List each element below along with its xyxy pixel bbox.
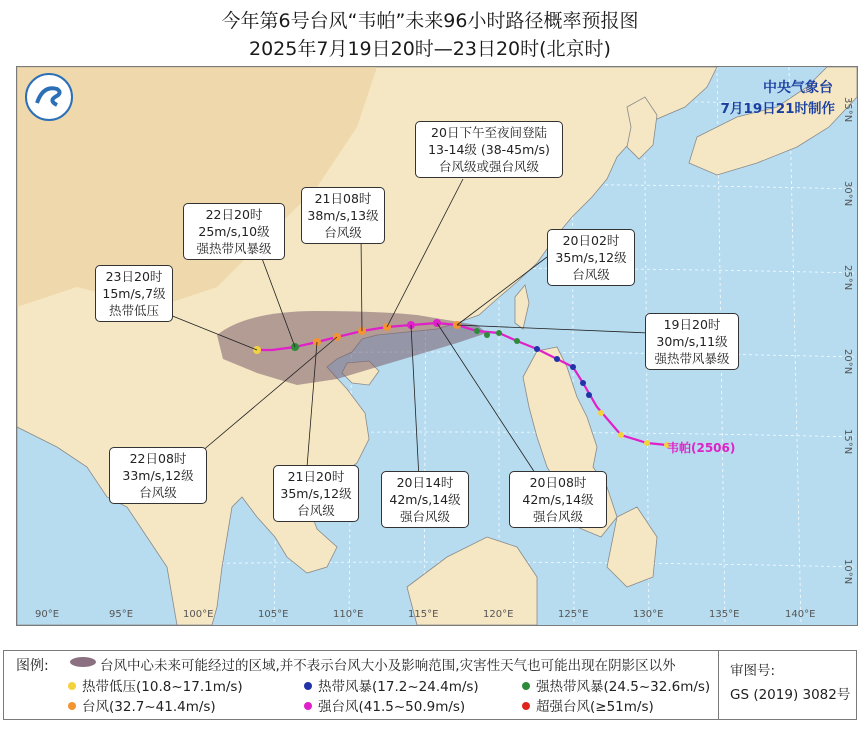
legend-dot-icon [68, 702, 76, 710]
forecast-map [16, 66, 858, 626]
callout-line: 25m/s,10级 [198, 224, 270, 239]
callout-line: 20日02时 [562, 233, 620, 248]
legend-swath-text: 台风中心未来可能经过的区域,并不表示台风大小及影响范围,灾害性天气也可能出现在阴影区以外 [100, 658, 676, 674]
forecast-callout [301, 187, 385, 244]
callout-line: 台风级 [297, 503, 335, 518]
forecast-callout [415, 121, 563, 178]
legend-item [522, 675, 710, 695]
callout-line: 热带低压 [108, 303, 159, 318]
approval-number: GS (2019) 3082号 [730, 687, 851, 703]
lon-label: 110°E [333, 609, 364, 620]
lon-label: 140°E [785, 609, 816, 620]
legend-dot-icon [304, 682, 312, 690]
approval-label: 审图号: [730, 663, 776, 679]
legend-dot-icon [522, 702, 530, 710]
forecast-callout [183, 203, 285, 260]
callout-line: 台风级 [324, 225, 362, 240]
lon-label: 95°E [109, 609, 134, 620]
lat-label: 10°N [842, 559, 853, 585]
callout-line: 23日20时 [105, 269, 163, 284]
forecast-callout [273, 465, 359, 522]
lon-label: 90°E [35, 609, 60, 620]
callout-line: 强热带风暴级 [196, 241, 272, 256]
forecast-callout [547, 229, 635, 286]
storm-label: 韦帕(2506) [667, 441, 736, 455]
lon-label: 100°E [183, 609, 214, 620]
callout-line: 20日14时 [396, 475, 454, 490]
forecast-callout [109, 447, 207, 504]
lon-label: 135°E [709, 609, 740, 620]
callout-line: 19日20时 [663, 317, 721, 332]
swath-icon [68, 655, 98, 669]
callout-line: 15m/s,7级 [102, 286, 166, 301]
legend-item [68, 675, 243, 695]
callout-line: 33m/s,12级 [122, 468, 194, 483]
legend-item-label: 台风(32.7~41.4m/s) [82, 699, 216, 715]
legend-dot-icon [522, 682, 530, 690]
forecast-callout [95, 265, 173, 322]
callout-line: 30m/s,11级 [656, 334, 728, 349]
legend-title: 图例: [16, 658, 49, 674]
map-subtitle: 2025年7月19日20时—23日20时(北京时) [249, 38, 611, 60]
lon-label: 120°E [483, 609, 514, 620]
forecast-callout [509, 471, 607, 528]
cma-logo [25, 73, 73, 121]
callout-line: 22日20时 [205, 207, 263, 222]
callout-line: 42m/s,14级 [522, 492, 594, 507]
callout-line: 20日08时 [529, 475, 587, 490]
legend-item [522, 695, 654, 715]
callout-line: 21日20时 [287, 469, 345, 484]
callout-line: 35m/s,12级 [555, 250, 627, 265]
lon-label: 115°E [408, 609, 439, 620]
callout-line: 强热带风暴级 [654, 351, 730, 366]
callout-line: 13-14级 (38-45m/s) [428, 142, 550, 157]
callout-line: 38m/s,13级 [307, 208, 379, 223]
lat-label: 15°N [842, 429, 853, 455]
callout-line: 强台风级 [399, 509, 450, 524]
callout-line: 21日08时 [314, 191, 372, 206]
callout-line: 42m/s,14级 [389, 492, 461, 507]
callout-line: 20日下午至夜间登陆 [431, 125, 547, 140]
legend-dot-icon [68, 682, 76, 690]
legend-item-label: 强热带风暴(24.5~32.6m/s) [536, 679, 711, 695]
callout-line: 台风级或强台风级 [438, 159, 539, 174]
lon-label: 130°E [633, 609, 664, 620]
legend-item-label: 强台风(41.5~50.9m/s) [318, 699, 466, 715]
legend-item [68, 695, 216, 715]
legend-item-label: 热带风暴(17.2~24.4m/s) [318, 679, 479, 695]
legend-item-label: 超强台风(≥51m/s) [536, 699, 654, 715]
legend-dot-icon [304, 702, 312, 710]
lat-label: 20°N [842, 349, 853, 375]
legend-item-label: 热带低压(10.8~17.1m/s) [82, 679, 243, 695]
lat-label: 25°N [842, 265, 853, 291]
callout-line: 台风级 [572, 267, 610, 282]
lat-label: 30°N [842, 181, 853, 207]
forecast-callout [645, 313, 739, 370]
legend-item [304, 675, 479, 695]
forecast-callout [381, 471, 469, 528]
map-title: 今年第6号台风“韦帕”未来96小时路径概率预报图 [221, 10, 639, 32]
agency-label: 中央气象台 [763, 80, 833, 96]
legend-item [304, 695, 465, 715]
issue-time: 7月19日21时制作 [720, 101, 835, 117]
legend [3, 650, 857, 720]
callout-line: 22日08时 [129, 451, 187, 466]
lon-label: 125°E [558, 609, 589, 620]
lon-label: 105°E [258, 609, 289, 620]
callout-line: 35m/s,12级 [280, 486, 352, 501]
callout-line: 台风级 [139, 485, 177, 500]
callout-line: 强台风级 [532, 509, 583, 524]
lat-label: 35°N [842, 97, 853, 123]
